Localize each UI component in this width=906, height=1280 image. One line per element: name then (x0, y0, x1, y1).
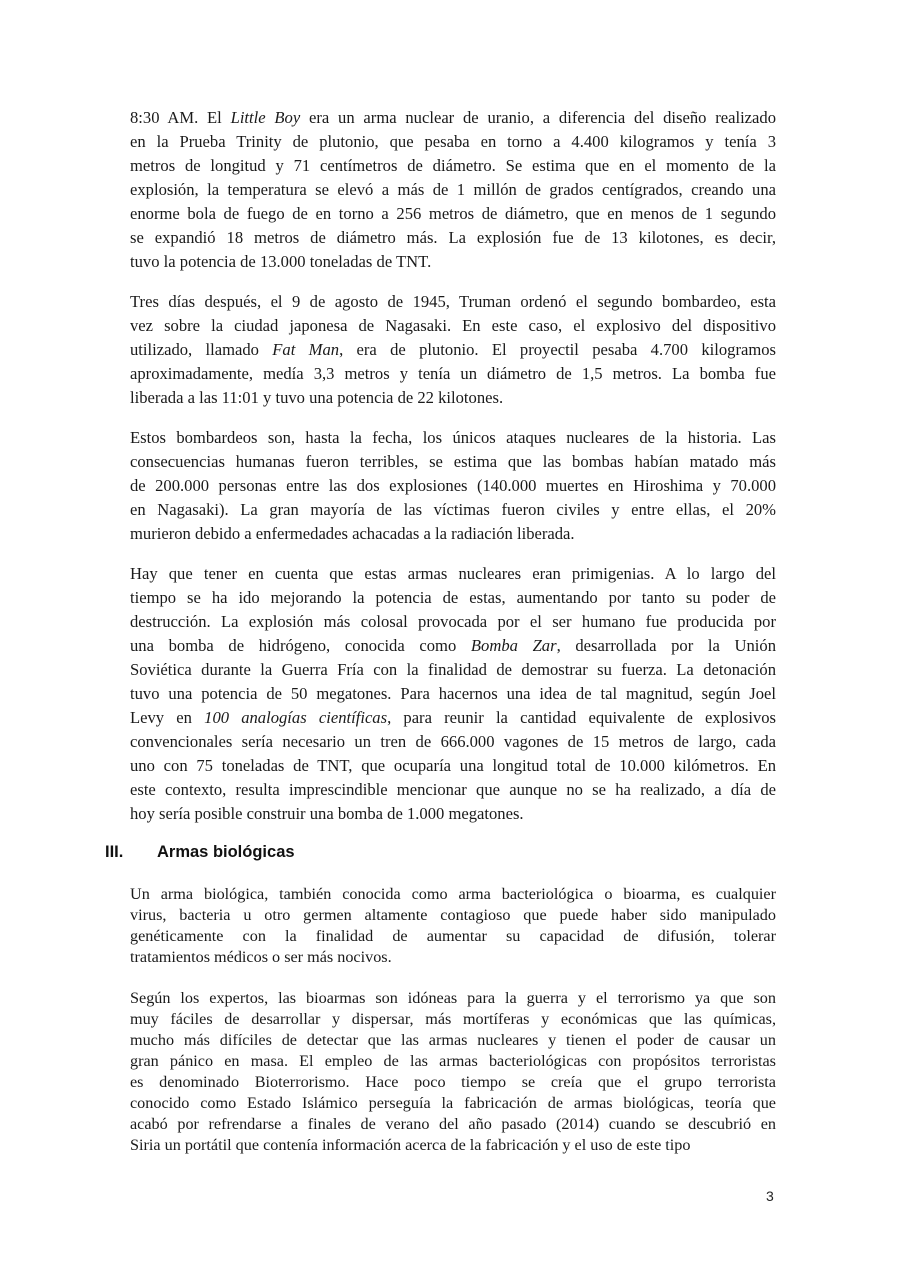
text-line: consecuencias humanas fueron terribles, se estima que las bombas habían matado más (130, 452, 776, 471)
italic-title: Bomba Zar (470, 636, 557, 655)
text-line: es denominado Bioterrorismo. Hace poco tiempo se creía que el grupo terrorista (130, 1073, 776, 1091)
text-line: en la Prueba Trinity de plutonio, que pesaba en torno a 4.400 kilogramos y tenía 3 (130, 132, 776, 151)
text-line: en Nagasaki). La gran mayoría de las víctimas fueron civiles y entre ellas, el 20% (130, 500, 776, 519)
text-line: acabó por refrendarse a finales de verano del año pasado (2014) cuando se descubrió en (130, 1115, 776, 1133)
text-line: murieron debido a enfermedades achacadas a la radiación liberada. (130, 524, 575, 543)
page-number: 3 (766, 1188, 774, 1204)
section-heading (105, 843, 295, 862)
text-line: genéticamente con la finalidad de aumentar su capacidad de difusión, tolerar (130, 927, 776, 945)
text-line: hoy sería posible construir una bomba de 1.000 megatones. (130, 804, 524, 823)
text-line: Soviética durante la Guerra Fría con la finalidad de demostrar su fuerza. La detonación (130, 660, 776, 679)
text-line: gran pánico en masa. El empleo de las armas bacteriológicas con propósitos terroristas (130, 1052, 776, 1070)
paragraph-nagasaki (130, 290, 776, 410)
text-line: 8:30 AM. El Little Boy era un arma nuclear de uranio, a diferencia del diseño realizado (130, 108, 777, 127)
text-line: una bomba de hidrógeno, conocida como Bomba Zar, desarrollada por la Unión (130, 636, 776, 655)
paragraph-bioterrorism (130, 988, 776, 1156)
text-line: tuvo la potencia de 13.000 toneladas de TNT. (130, 252, 432, 271)
text-line: vez sobre la ciudad japonesa de Nagasaki. En este caso, el explosivo del dispositivo (130, 316, 776, 335)
section-title: Armas biológicas (157, 843, 295, 861)
text-line: Tres días después, el 9 de agosto de 1945, Truman ordenó el segundo bombardeo, esta (130, 292, 776, 311)
text-line: convencionales sería necesario un tren de 666.000 vagones de 15 metros de largo, cada (130, 732, 776, 751)
text-line: destrucción. La explosión más colosal provocada por el ser humano fue producida por (130, 612, 776, 631)
text-line: muy fáciles de desarrollar y dispersar, más mortíferas y económicas que las químicas, (130, 1010, 776, 1028)
text-line: Hay que tener en cuenta que estas armas nucleares eran primigenias. A lo largo del (130, 564, 776, 583)
text-line: este contexto, resulta imprescindible mencionar que aunque no se ha realizado, a día de (130, 780, 776, 799)
text-line: liberada a las 11:01 y tuvo una potencia de 22 kilotones. (130, 388, 504, 407)
paragraph-little-boy (130, 106, 776, 274)
text-line: aproximadamente, medía 3,3 metros y tenía un diámetro de 1,5 metros. La bomba fue (130, 364, 776, 383)
text-line: de 200.000 personas entre las dos explosiones (140.000 muertes en Hiroshima y 70.000 (130, 476, 776, 495)
italic-title: 100 analogías científicas (204, 708, 388, 727)
text-line: tiempo se ha ido mejorando la potencia de estas, aumentando por tanto su poder de (130, 588, 776, 607)
text-line: Según los expertos, las bioarmas son idóneas para la guerra y el terrorismo ya que son (130, 989, 776, 1007)
text-line: tuvo una potencia de 50 megatones. Para hacernos una idea de tal magnitud, según Joel (130, 684, 776, 703)
text-line: conocido como Estado Islámico perseguía la fabricación de armas biológicas, teoría que (130, 1094, 776, 1112)
paragraph-biological-definition (130, 884, 776, 968)
text-line: virus, bacteria u otro germen altamente contagioso que puede haber sido manipulado (130, 906, 776, 924)
italic-title: Fat Man (272, 340, 340, 359)
text-line: Estos bombardeos son, hasta la fecha, los únicos ataques nucleares de la historia. Las (130, 428, 776, 447)
text-line: metros de longitud y 71 centímetros de diámetro. Se estima que en el momento de la (130, 156, 776, 175)
paragraph-bomba-zar (130, 562, 776, 826)
section-number: III. (105, 843, 124, 861)
text-line: tratamientos médicos o ser más nocivos. (130, 948, 392, 966)
text-line: explosión, la temperatura se elevó a más de 1 millón de grados centígrados, creando una (130, 180, 776, 199)
text-line: uno con 75 toneladas de TNT, que ocuparía una longitud total de 10.000 kilómetros. En (130, 756, 776, 775)
text-line: utilizado, llamado Fat Man, era de plutonio. El proyectil pesaba 4.700 kilogramos (130, 340, 776, 359)
italic-title: Little Boy (230, 108, 301, 127)
text-line: Siria un portátil que contenía información acerca de la fabricación y el uso de este tipo (130, 1136, 691, 1154)
text-line: Levy en 100 analogías científicas, para reunir la cantidad equivalente de explosivos (130, 708, 776, 727)
text-line: mucho más difíciles de detectar que las armas nucleares y tienen el poder de causar un (130, 1031, 776, 1049)
text-line: enorme bola de fuego de en torno a 256 metros de diámetro, que en menos de 1 segundo (130, 204, 776, 223)
text-line: Un arma biológica, también conocida como arma bacteriológica o bioarma, es cualquier (130, 885, 776, 903)
text-line: se expandió 18 metros de diámetro más. La explosión fue de 13 kilotones, es decir, (130, 228, 776, 247)
paragraph-consequences (130, 426, 776, 546)
